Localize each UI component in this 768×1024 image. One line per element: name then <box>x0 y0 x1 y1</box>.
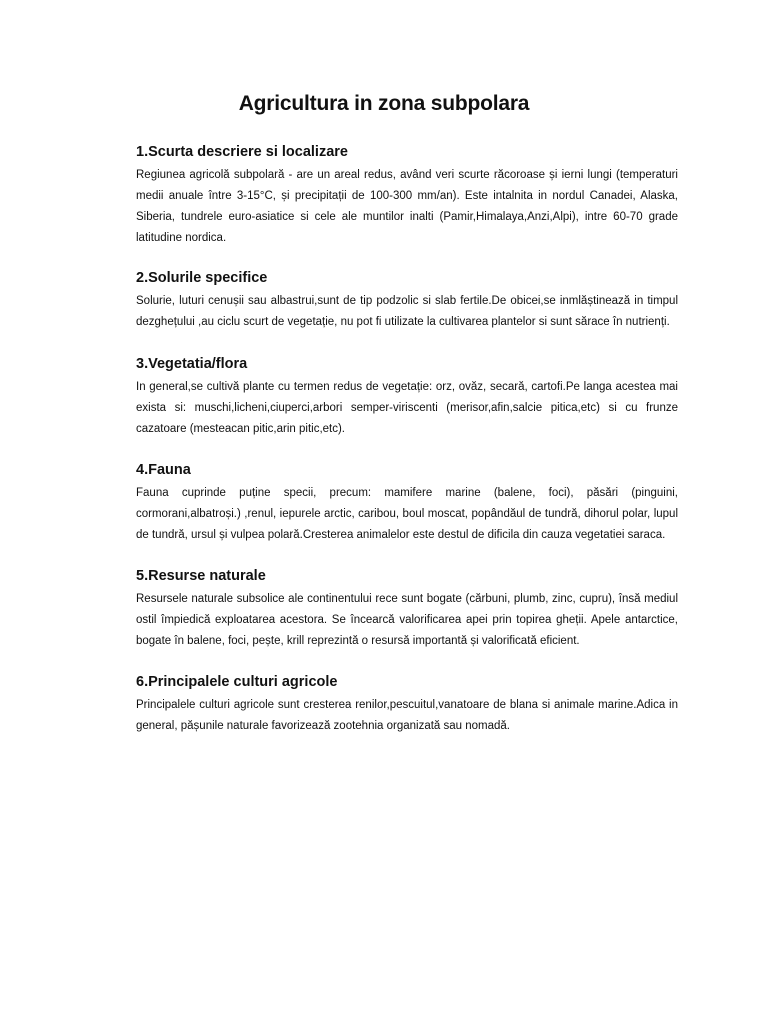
section-main-crops <box>136 672 678 737</box>
section-text: Solurie, luturi cenușii sau albastrui,sunt de tip podzolic si slab fertile.De obicei,se inmlăștinează in timpul dezghețului ,au ciclu scurt de vegetație, nu pot fi utilizate la cultivarea plantelor si sunt sărace în nutrienți. <box>136 295 678 328</box>
section-text: Resursele naturale subsolice ale continentului rece sunt bogate (cărbuni, plumb, zinc, cupru), însă mediul ostil împiedică exploatarea acestora. Se încearcă valorificarea apei prin topirea gheții. Apele antarctice, bogate în balene, foci, pește, krill reprezintă o resursă importantă și valorificată eficient. <box>136 593 678 647</box>
section-fauna <box>136 460 678 546</box>
section-heading: 1.Scurta descriere si localizare <box>136 144 348 160</box>
section-text: Regiunea agricolă subpolară - are un areal redus, având veri scurte răcoroase și ierni lungi (temperaturi medii anuale între 3-15°C, și precipitații de 100-300 mm/an). Este intalnita in nordul Canadei, Alaska, Siberia, tundrele euro-asiatice si cele ale muntilor inalti (Pamir,Himalaya,Anzi,Alpi), intre 60-70 grade latitudine nordica. <box>136 169 678 244</box>
section-natural-resources <box>136 566 678 652</box>
section-heading: 3.Vegetatia/flora <box>136 356 248 372</box>
section-heading: 4.Fauna <box>136 462 191 478</box>
document-title: Agricultura in zona subpolara <box>238 92 530 115</box>
section-description <box>136 142 678 249</box>
section-heading: 2.Solurile specifice <box>136 270 268 286</box>
section-text: Fauna cuprinde puține specii, precum: mamifere marine (balene, foci), păsări (pinguini, cormorani,albatroși.) ,renul, iepurele arctic, caribou, boul moscat, popândăul de tundră, dihorul polar, lupul de tundră, ursul și vulpea polară.Cresterea animalelor este destul de dificila din cauza vegetatiei saraca. <box>136 487 678 541</box>
section-heading: 5.Resurse naturale <box>136 568 266 584</box>
section-text: Principalele culturi agricole sunt cresterea renilor,pescuitul,vanatoare de blana si animale marine.Adica in general, pășunile naturale favorizează zootehnia organizată sau nomadă. <box>136 699 678 732</box>
section-soils <box>136 268 678 333</box>
section-heading: 6.Principalele culturi agricole <box>136 674 338 690</box>
section-text: In general,se cultivă plante cu termen redus de vegetație: orz, ovăz, secară, cartofi.Pe langa acestea mai exista si: muschi,licheni,ciuperci,arbori semper-viriscenti (merisor,afin,salcie pitica,etc) si cu frunze cazatoare (mesteacan pitic,arin pitic,etc). <box>136 381 678 435</box>
section-vegetation <box>136 354 678 440</box>
